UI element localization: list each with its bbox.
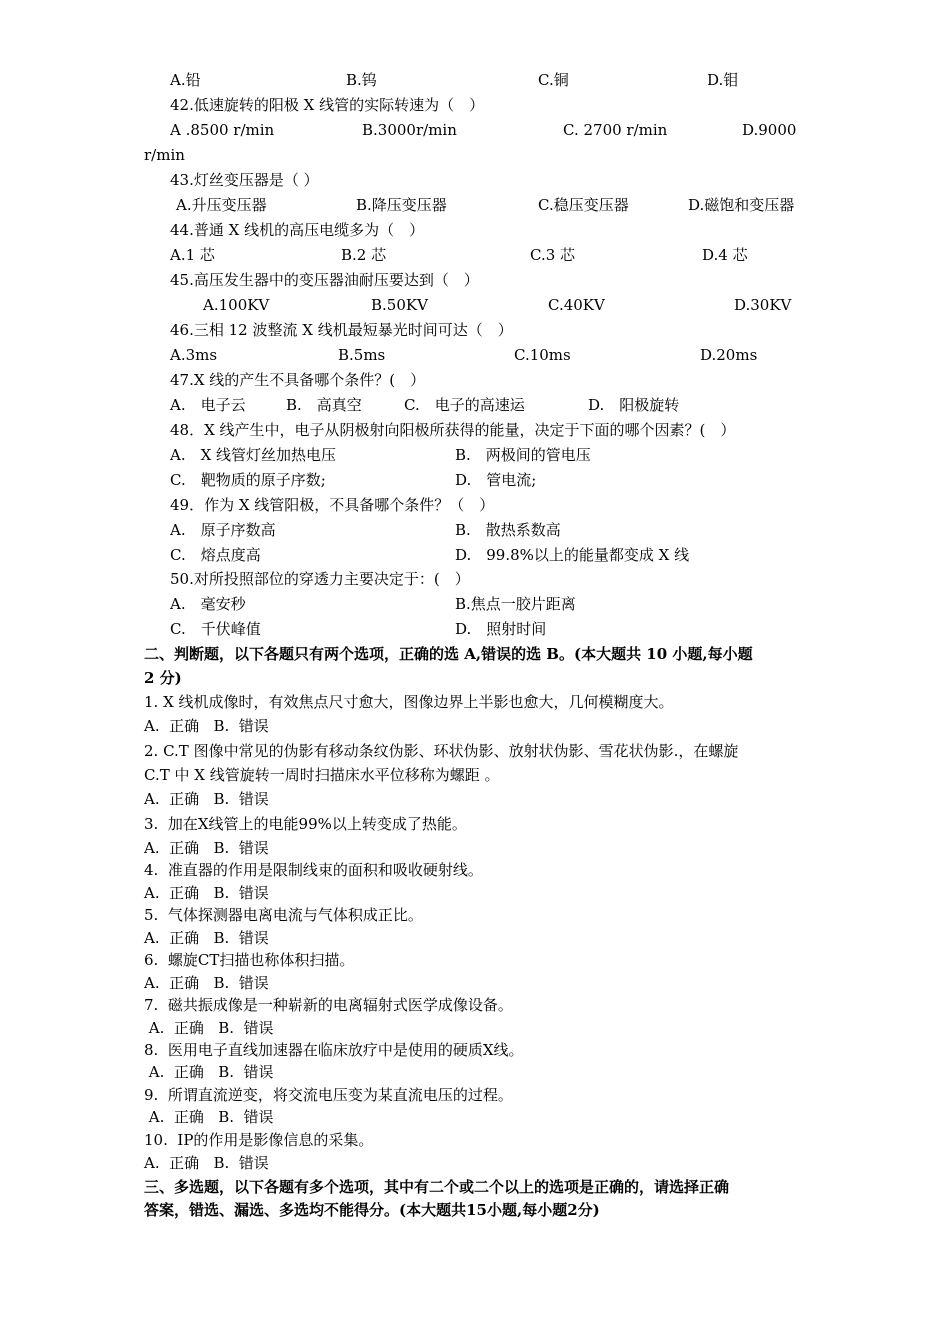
q47-stem: 47.X 线的产生不具备哪个条件？( ） — [170, 371, 426, 389]
q43-option-d: D.磁饱和变压器 — [688, 196, 795, 214]
q48-option-a: A. X 线管灯丝加热电压 — [170, 446, 337, 464]
q41-option-c: C.铜 — [538, 71, 569, 89]
section2-heading-cont: 2 分) — [144, 669, 182, 687]
q44-option-d: D.4 芯 — [702, 246, 748, 264]
q44-stem: 44.普通 X 线机的高压电缆多为（ ） — [170, 221, 425, 239]
q50-option-b: B.焦点一胶片距离 — [455, 595, 576, 613]
q49-option-c: C. 熔点度高 — [170, 546, 261, 564]
q44-option-c: C.3 芯 — [530, 246, 576, 264]
q42-option-d: D.9000 — [742, 121, 797, 139]
tf-question-6: 6. 螺旋CT扫描也称体积扫描。 — [144, 951, 355, 969]
tf-options-4: A. 正确 B. 错误 — [144, 884, 269, 902]
tf-options-5: A. 正确 B. 错误 — [144, 929, 269, 947]
q46-stem: 46.三相 12 波整流 X 线机最短暴光时间可达（ ） — [170, 321, 513, 339]
q42-option-b: B.3000r/min — [362, 121, 457, 139]
q50-option-a: A. 毫安秒 — [170, 595, 246, 613]
q47-option-d: D. 阳极旋转 — [588, 396, 680, 414]
q42-option-a: A .8500 r/min — [170, 121, 275, 139]
tf-options-6: A. 正确 B. 错误 — [144, 974, 269, 992]
q49-option-a: A. 原子序数高 — [170, 521, 276, 539]
tf-options-2: A. 正确 B. 错误 — [144, 790, 269, 808]
q48-stem: 48．X 线产生中，电子从阴极射向阳极所获得的能量，决定于下面的哪个因素？( ） — [170, 421, 736, 439]
tf-question-10: 10. IP的作用是影像信息的采集。 — [144, 1131, 374, 1149]
q42-option-c: C. 2700 r/min — [563, 121, 668, 139]
q41-option-a: A.铅 — [170, 71, 201, 89]
q46-option-c: C.10ms — [514, 346, 571, 364]
tf-question-9: 9. 所谓直流逆变，将交流电压变为某直流电压的过程。 — [144, 1086, 513, 1104]
tf-question-2-cont: C.T 中 X 线管旋转一周时扫描床水平位移称为螺距 。 — [144, 766, 500, 784]
tf-options-8: A. 正确 B. 错误 — [144, 1063, 274, 1081]
tf-question-8: 8. 医用电子直线加速器在临床放疗中是使用的硬质X线。 — [144, 1041, 524, 1059]
q50-option-d: D. 照射时间 — [455, 620, 547, 638]
q44-option-a: A.1 芯 — [170, 246, 215, 264]
q45-option-c: C.40KV — [548, 296, 605, 314]
q49-stem: 49．作为 X 线管阳极，不具备哪个条件？（ ） — [170, 496, 495, 514]
q43-option-a: A.升压变压器 — [176, 196, 267, 214]
tf-question-3: 3. 加在X线管上的电能99%以上转变成了热能。 — [144, 815, 467, 833]
q43-option-c: C.稳压变压器 — [538, 196, 629, 214]
q45-option-a: A.100KV — [203, 296, 270, 314]
q49-option-b: B. 散热系数高 — [455, 521, 561, 539]
q48-option-d: D. 管电流; — [455, 471, 537, 489]
tf-options-3: A. 正确 B. 错误 — [144, 839, 269, 857]
tf-question-1: 1. X 线机成像时，有效焦点尺寸愈大，图像边界上半影也愈大，几何模糊度大。 — [144, 693, 674, 711]
q44-option-b: B.2 芯 — [341, 246, 387, 264]
q47-option-a: A. 电子云 — [170, 396, 246, 414]
q42-option-d-continued: r/min — [144, 146, 185, 164]
tf-question-5: 5. 气体探测器电离电流与气体积成正比。 — [144, 906, 423, 924]
section3-heading: 三、多选题，以下各题有多个选项，其中有二个或二个以上的选项是正确的，请选择正确 — [144, 1178, 730, 1196]
q48-option-b: B. 两极间的管电压 — [455, 446, 591, 464]
q45-stem: 45.高压发生器中的变压器油耐压要达到（ ） — [170, 271, 479, 289]
q43-stem: 43.灯丝变压器是（ ） — [170, 171, 319, 189]
q49-option-d: D. 99.8%以上的能量都变成 X 线 — [455, 546, 690, 564]
section3-heading-cont: 答案，错选、漏选、多选均不能得分。(本大题共15小题,每小题2分) — [144, 1201, 600, 1219]
tf-options-9: A. 正确 B. 错误 — [144, 1108, 274, 1126]
q41-option-b: B.钨 — [346, 71, 377, 89]
q47-option-b: B. 高真空 — [286, 396, 362, 414]
tf-question-7: 7. 磁共振成像是一种崭新的电离辐射式医学成像设备。 — [144, 996, 513, 1014]
q45-option-b: B.50KV — [371, 296, 428, 314]
q46-option-a: A.3ms — [170, 346, 218, 364]
q46-option-d: D.20ms — [700, 346, 758, 364]
q45-option-d: D.30KV — [734, 296, 792, 314]
q48-option-c: C. 靶物质的原子序数; — [170, 471, 326, 489]
tf-options-10: A. 正确 B. 错误 — [144, 1154, 269, 1172]
tf-question-4: 4. 准直器的作用是限制线束的面积和吸收硬射线。 — [144, 861, 483, 879]
q42-stem: 42.低速旋转的阳极 X 线管的实际转速为（ ） — [170, 96, 485, 114]
tf-options-1: A. 正确 B. 错误 — [144, 717, 269, 735]
tf-question-2: 2. C.T 图像中常见的伪影有移动条纹伪影、环状伪影、放射状伪影、雪花状伪影.，在螺旋 — [144, 742, 739, 760]
q41-option-d: D.钼 — [707, 71, 739, 89]
q50-stem: 50.对所投照部位的穿透力主要决定于：( ） — [170, 570, 470, 588]
q46-option-b: B.5ms — [338, 346, 386, 364]
section2-heading: 二、判断题，以下各题只有两个选项，正确的选 A,错误的选 B。(本大题共 10 小题,每小题 — [144, 645, 753, 663]
q43-option-b: B.降压变压器 — [356, 196, 447, 214]
q50-option-c: C. 千伏峰值 — [170, 620, 261, 638]
tf-options-7: A. 正确 B. 错误 — [144, 1019, 274, 1037]
q47-option-c: C. 电子的高速运 — [404, 396, 525, 414]
